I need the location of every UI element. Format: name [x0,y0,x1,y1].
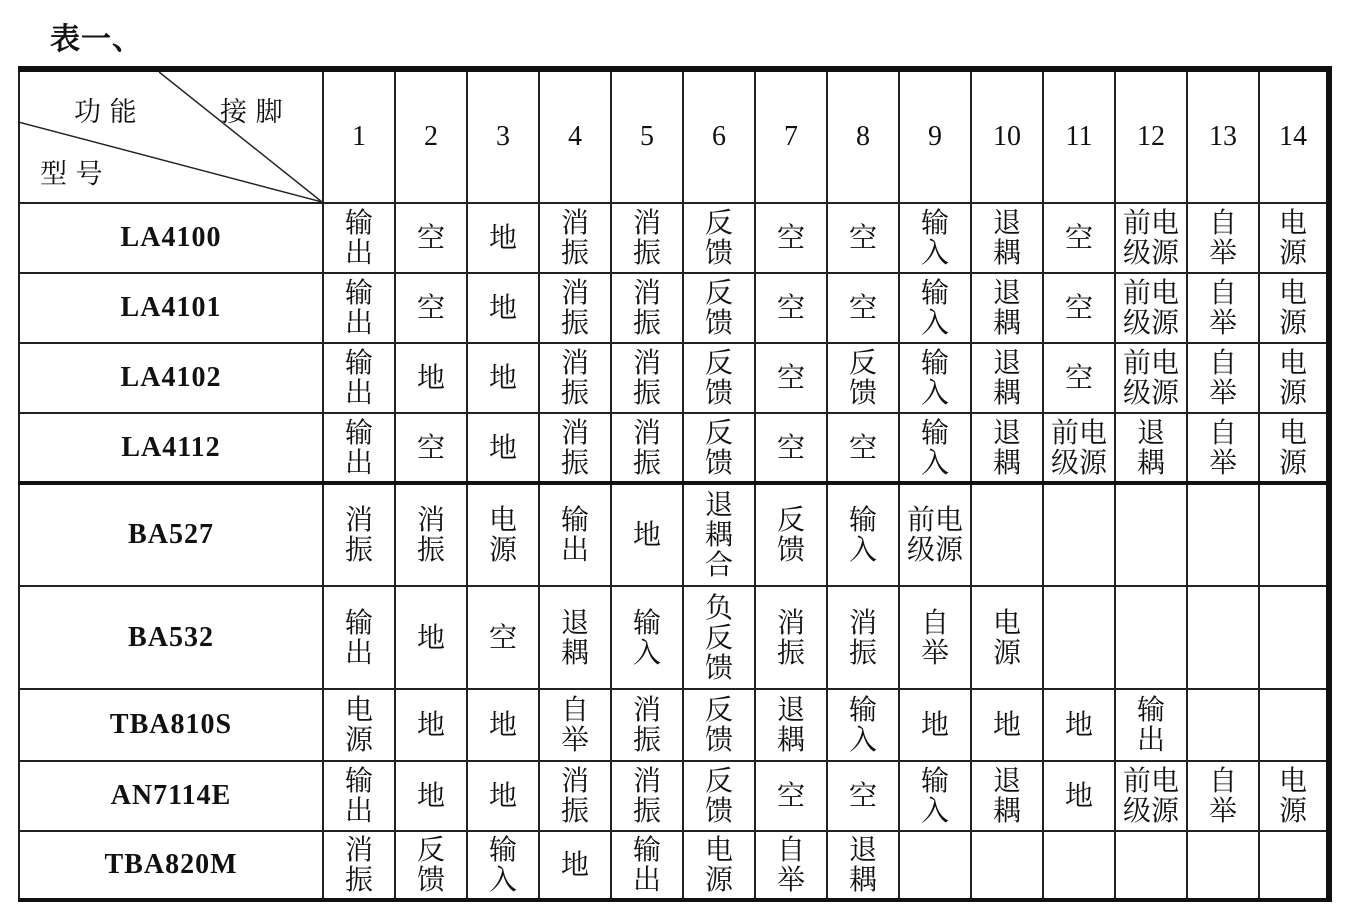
pin-function-text: 自举 [777,833,806,896]
pin-function-text: 退耦 [777,693,806,756]
pin-function-table [18,66,1332,902]
pin-function-cell [539,689,611,761]
model-name-cell: BA527 [19,483,323,586]
pin-function-text: 电源 [1279,276,1308,339]
pin-function-text: 输入 [921,415,950,479]
pin-number-header: 12 [1115,69,1187,203]
pin-function-cell [971,343,1043,413]
pin-function-text: 反馈 [705,415,734,479]
pin-function-cell [539,483,611,586]
pin-function-cell [1043,273,1115,343]
pin-function-text: 退耦合 [705,488,734,581]
pin-function-cell [1115,343,1187,413]
pin-function-cell [1043,761,1115,831]
pin-function-text: 地 [417,779,446,812]
pin-function-text: 电源 [489,503,518,566]
pin-function-cell [1115,761,1187,831]
pin-function-text: 前电级源 [907,503,964,566]
pin-function-text: 输出 [345,764,374,827]
pin-function-cell [1187,761,1259,831]
pin-number-header: 6 [683,69,755,203]
pin-number-header: 11 [1043,69,1115,203]
pin-function-text: 反馈 [705,693,734,756]
pin-function-text: 地 [417,708,446,741]
pin-function-cell [323,273,395,343]
pin-function-cell [899,413,971,483]
pin-number-header: 4 [539,69,611,203]
pin-number-header: 10 [971,69,1043,203]
model-name-cell: TBA810S [19,689,323,761]
pin-function-text: 空 [417,291,446,324]
pin-function-cell [683,483,755,586]
table-row [19,586,1329,689]
pin-function-text: 空 [777,430,806,464]
pin-function-text: 输入 [633,605,662,669]
pin-function-cell [683,343,755,413]
pin-function-cell [1187,689,1259,761]
pin-function-cell [323,343,395,413]
pin-function-cell [1043,689,1115,761]
pin-function-cell [1187,203,1259,273]
pin-function-text: 电源 [993,605,1022,669]
pin-function-cell [323,413,395,483]
table-row [19,273,1329,343]
pin-number-header: 8 [827,69,899,203]
pin-function-cell [395,586,467,689]
corner-header-cell [19,69,323,203]
pin-function-cell [683,831,755,900]
pin-function-cell [755,761,827,831]
pin-function-cell [755,273,827,343]
model-name-cell: AN7114E [19,761,323,831]
pin-function-text: 地 [1065,779,1094,812]
pin-function-text: 退耦 [993,206,1022,269]
pin-function-text: 自举 [1209,276,1238,339]
table-row [19,413,1329,483]
pin-function-text: 输入 [489,833,518,896]
pin-function-cell [755,483,827,586]
pin-function-cell [1259,761,1329,831]
pin-function-text: 退耦 [849,833,878,896]
pin-function-text: 地 [561,848,590,881]
pin-function-text: 输出 [345,346,374,409]
pin-function-cell [683,273,755,343]
pin-function-cell [971,761,1043,831]
pin-function-cell [1043,831,1115,900]
pin-function-text: 输入 [849,693,878,756]
pin-function-text: 空 [777,291,806,324]
pin-function-text: 自举 [1209,346,1238,409]
pin-function-cell [395,831,467,900]
pin-function-cell [323,689,395,761]
header-row [19,69,1329,203]
corner-label-model: 型 号 [40,159,103,190]
pin-function-cell [1115,586,1187,689]
pin-function-cell [1187,273,1259,343]
pin-function-text: 输出 [561,503,590,566]
pin-function-cell [1259,203,1329,273]
pin-function-cell [1259,831,1329,900]
model-name-cell: LA4100 [19,203,323,273]
pin-function-text: 输出 [345,276,374,339]
pin-function-cell [323,483,395,586]
pin-function-cell [1259,343,1329,413]
pin-function-cell [467,413,539,483]
pin-function-cell [611,273,683,343]
pin-function-text: 输出 [1137,693,1166,756]
table-row [19,761,1329,831]
pin-function-cell [755,831,827,900]
pin-function-cell [539,203,611,273]
pin-function-cell [323,203,395,273]
pin-number-header: 2 [395,69,467,203]
pin-function-cell [1115,689,1187,761]
pin-function-text: 消振 [633,206,662,269]
pin-function-text: 输出 [633,833,662,896]
pin-function-text: 消振 [561,415,590,479]
pin-function-cell [1115,203,1187,273]
pin-function-text: 消振 [777,605,806,669]
pin-function-text: 前电级源 [1123,764,1180,827]
pin-function-text: 消振 [561,346,590,409]
pin-function-cell [827,483,899,586]
pin-function-cell [755,343,827,413]
pin-function-text: 自举 [1209,764,1238,827]
pin-function-text: 消振 [561,764,590,827]
pin-function-cell [611,831,683,900]
pin-function-cell [1187,586,1259,689]
pin-function-text: 空 [489,620,518,654]
pin-function-cell [1259,413,1329,483]
pin-function-text: 空 [417,221,446,254]
pin-function-cell [827,203,899,273]
pin-function-text: 输入 [921,276,950,339]
pin-function-cell [1043,413,1115,483]
table-row [19,483,1329,586]
pin-function-text: 退耦 [993,346,1022,409]
pin-function-cell [827,273,899,343]
pin-function-text: 地 [921,708,950,741]
pin-function-text: 电源 [705,833,734,896]
pin-function-cell [1115,483,1187,586]
pin-function-cell [1187,831,1259,900]
pin-function-text: 前电级源 [1123,346,1180,409]
pin-function-cell [395,689,467,761]
pin-function-text: 空 [777,361,806,394]
pin-function-cell [971,831,1043,900]
pin-function-cell [827,586,899,689]
pin-function-text: 地 [1065,708,1094,741]
pin-function-cell [323,761,395,831]
pin-function-cell [683,586,755,689]
pin-function-cell [899,273,971,343]
pin-function-text: 自举 [921,605,950,669]
pin-function-text: 电源 [1279,415,1308,479]
pin-function-cell [683,203,755,273]
pin-function-cell [755,689,827,761]
pin-function-text: 地 [993,708,1022,741]
pin-function-cell [611,343,683,413]
pin-function-cell [611,203,683,273]
pin-number-header: 3 [467,69,539,203]
pin-function-cell [611,413,683,483]
pin-function-text: 反馈 [705,346,734,409]
pin-function-cell [1187,343,1259,413]
pin-function-cell [827,831,899,900]
pin-function-text: 反馈 [777,503,806,566]
pin-function-cell [539,273,611,343]
pin-function-cell [899,831,971,900]
pin-function-cell [611,761,683,831]
pin-function-cell [683,761,755,831]
pin-function-cell [1043,203,1115,273]
corner-label-pin: 接 脚 [220,97,283,128]
pin-function-text: 输入 [921,206,950,269]
pin-function-text: 消振 [561,276,590,339]
pin-function-cell [467,831,539,900]
pin-function-text: 电源 [1279,764,1308,827]
pin-function-text: 空 [777,779,806,812]
pin-function-text: 输入 [921,764,950,827]
pin-function-text: 地 [417,620,446,654]
pin-function-text: 空 [849,430,878,464]
pin-function-cell [395,273,467,343]
pin-function-cell [1259,273,1329,343]
pin-function-text: 电源 [1279,206,1308,269]
pin-function-cell [467,689,539,761]
pin-function-text: 消振 [633,276,662,339]
pin-function-text: 输出 [345,206,374,269]
pin-function-text: 空 [849,221,878,254]
pin-function-text: 地 [489,291,518,324]
pin-function-text: 自举 [561,693,590,756]
pin-function-text: 前电级源 [1051,415,1108,479]
pin-function-cell [683,413,755,483]
pin-number-header: 1 [323,69,395,203]
pin-function-text: 电源 [345,693,374,756]
pin-function-text: 输入 [849,503,878,566]
pin-function-cell [683,689,755,761]
pin-function-cell [971,483,1043,586]
pin-function-cell [1115,413,1187,483]
pin-function-cell [539,343,611,413]
pin-function-cell [395,761,467,831]
pin-function-text: 空 [777,221,806,254]
pin-function-text: 前电级源 [1123,276,1180,339]
pin-function-text: 地 [633,518,662,551]
pin-function-cell [755,586,827,689]
pin-function-text: 地 [489,221,518,254]
pin-function-text: 反馈 [705,764,734,827]
pin-function-text: 地 [489,708,518,741]
pin-function-cell [1043,586,1115,689]
pin-function-cell [755,203,827,273]
pin-function-cell [899,483,971,586]
pin-function-text: 消振 [561,206,590,269]
pin-function-text: 自举 [1209,206,1238,269]
pin-function-text: 空 [1065,361,1094,394]
pin-function-cell [395,203,467,273]
pin-function-cell [1115,273,1187,343]
pin-function-cell [899,343,971,413]
pin-function-cell [611,586,683,689]
pin-function-cell [971,413,1043,483]
pin-number-header: 13 [1187,69,1259,203]
pin-function-text: 空 [1065,221,1094,254]
pin-function-text: 输入 [921,346,950,409]
pin-function-cell [611,483,683,586]
pin-function-cell [971,586,1043,689]
model-name-cell: LA4102 [19,343,323,413]
table-row [19,689,1329,761]
pin-function-text: 地 [417,361,446,394]
pin-function-cell [1187,413,1259,483]
model-name-cell: BA532 [19,586,323,689]
pin-function-text: 反馈 [705,206,734,269]
corner-label-function: 功 能 [74,97,137,128]
pin-function-text: 输出 [345,605,374,669]
pin-number-header: 5 [611,69,683,203]
pin-function-cell [1187,483,1259,586]
pin-function-text: 地 [489,779,518,812]
pin-function-text: 消振 [345,503,374,566]
pin-function-text: 空 [849,291,878,324]
model-name-cell: LA4101 [19,273,323,343]
pin-function-cell [323,586,395,689]
pin-function-text: 退耦 [561,605,590,669]
pin-function-cell [827,413,899,483]
pin-function-text: 空 [417,430,446,464]
pin-function-cell [1259,483,1329,586]
pin-function-cell [1259,586,1329,689]
pin-function-cell [323,831,395,900]
pin-function-text: 地 [489,430,518,464]
pin-function-cell [539,761,611,831]
pin-function-cell [899,689,971,761]
pin-number-header: 14 [1259,69,1329,203]
pin-function-cell [899,761,971,831]
pin-function-cell [1043,343,1115,413]
pin-function-text: 反馈 [705,276,734,339]
pin-function-cell [467,203,539,273]
pin-function-text: 退耦 [1137,415,1166,479]
pin-function-cell [827,343,899,413]
pin-function-cell [971,273,1043,343]
pin-function-cell [611,689,683,761]
pin-function-cell [539,586,611,689]
pin-function-text: 消振 [633,693,662,756]
pin-function-text: 退耦 [993,276,1022,339]
pin-function-text: 退耦 [993,415,1022,479]
pin-number-header: 7 [755,69,827,203]
pin-function-text: 反馈 [849,346,878,409]
pin-function-cell [755,413,827,483]
pin-function-cell [467,586,539,689]
table-row [19,343,1329,413]
model-name-cell: TBA820M [19,831,323,900]
pin-function-cell [899,203,971,273]
pin-function-text: 退耦 [993,764,1022,827]
pin-function-cell [1043,483,1115,586]
pin-function-cell [467,273,539,343]
pin-function-cell [539,413,611,483]
model-name-cell: LA4112 [19,413,323,483]
pin-function-cell [827,761,899,831]
pin-function-text: 电源 [1279,346,1308,409]
pin-function-cell [395,343,467,413]
pin-function-text: 负反馈 [705,590,734,684]
table-row [19,203,1329,273]
pin-function-cell [971,203,1043,273]
pin-function-text: 消振 [849,605,878,669]
pin-function-cell [395,413,467,483]
pin-function-cell [467,761,539,831]
pin-function-cell [1259,689,1329,761]
pin-function-cell [467,343,539,413]
pin-function-text: 空 [1065,291,1094,324]
pin-function-cell [971,689,1043,761]
pin-function-text: 消振 [417,503,446,566]
table-row [19,831,1329,900]
pin-function-text: 消振 [633,764,662,827]
pin-function-cell [395,483,467,586]
pin-function-text: 输出 [345,415,374,479]
pin-function-cell [827,689,899,761]
table-caption: 表一、 [50,22,143,57]
pin-function-text: 消振 [345,833,374,896]
pin-function-text: 反馈 [417,833,446,896]
pin-function-cell [1115,831,1187,900]
pin-function-cell [467,483,539,586]
pin-function-text: 空 [849,779,878,812]
pin-function-cell [539,831,611,900]
pin-function-text: 前电级源 [1123,206,1180,269]
pin-number-header: 9 [899,69,971,203]
pin-function-text: 自举 [1209,415,1238,479]
pin-function-text: 地 [489,361,518,394]
pin-function-text: 消振 [633,346,662,409]
pin-function-cell [899,586,971,689]
pin-function-text: 消振 [633,415,662,479]
